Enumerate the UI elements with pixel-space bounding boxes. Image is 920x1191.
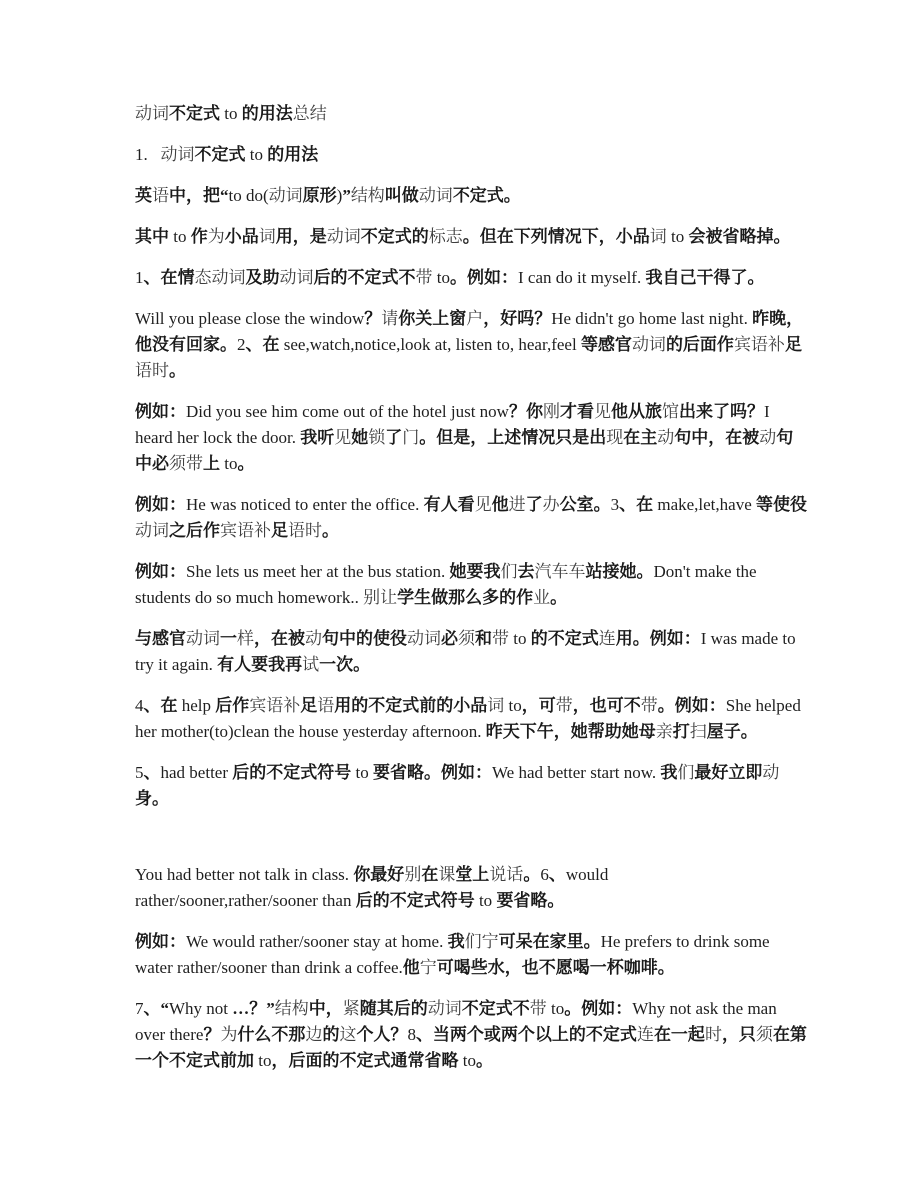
text-run: 例如：: [135, 562, 186, 581]
text-run: 3: [610, 495, 620, 514]
text-run: to: [432, 268, 450, 287]
text-run: 、在: [143, 696, 178, 715]
text-run: 态动词: [194, 268, 246, 287]
text-run: to: [666, 227, 689, 246]
text-run: 。: [475, 1051, 493, 1070]
text-run: 他: [491, 495, 509, 514]
text-run: 足: [784, 335, 802, 354]
text-run: to: [254, 1051, 272, 1070]
text-run: 办: [542, 495, 560, 514]
text-run: 等使役: [756, 495, 807, 514]
text-run: 什么不那: [237, 1025, 306, 1044]
text-run: 。例如：: [564, 999, 633, 1018]
text-run: 个人？: [356, 1025, 408, 1044]
text-run: 亲: [655, 722, 673, 741]
text-run: rather/sooner,rather/sooner than: [135, 891, 356, 910]
text-run: 宾语补: [733, 335, 785, 354]
text-run: 连: [598, 629, 616, 648]
text-run: 上: [203, 454, 220, 473]
text-run: You had better not talk in class.: [135, 865, 354, 884]
text-run: to: [504, 696, 522, 715]
text-run: 样: [237, 629, 254, 648]
text-run: 动词: [268, 186, 303, 205]
text-run: 动词: [418, 186, 453, 205]
text-run: 动词: [135, 104, 169, 123]
text-run: 作: [190, 227, 208, 246]
text-run: 和: [475, 629, 492, 648]
text-run: I heard her lock the door.: [135, 402, 774, 447]
text-run: He was noticed to enter the office.: [186, 495, 424, 514]
text-run: 进: [508, 495, 526, 514]
text-run: 我: [660, 763, 678, 782]
text-run: ，可: [521, 696, 556, 715]
text-run: 户: [466, 309, 484, 328]
text-run: 出来了吗？: [678, 402, 764, 421]
text-run: 在: [421, 865, 439, 884]
text-run: 总结: [292, 104, 327, 123]
paragraph: [135, 399, 808, 477]
text-run: 随其后的: [359, 999, 428, 1018]
text-run: make,let,have: [653, 495, 756, 514]
text-run: 、: [143, 763, 161, 782]
text-run: 学生做那么多的作: [397, 588, 534, 607]
text-run: 现: [606, 428, 624, 447]
text-run: We would rather/sooner stay at home.: [186, 932, 448, 951]
text-run: 。例如：: [449, 268, 518, 287]
text-run: 的: [322, 1025, 340, 1044]
text-run: 语时: [288, 521, 322, 540]
text-run: 动词: [279, 268, 314, 287]
text-run: 昨天下午，她帮助她母: [485, 722, 656, 741]
text-run: ？: [203, 1025, 221, 1044]
text-run: 可呆在家里。: [498, 932, 601, 951]
text-run: I was made to try it again.: [135, 629, 800, 674]
text-run: 、: [548, 865, 566, 884]
text-run: 昨晚，他没有回家。: [135, 309, 804, 354]
text-run: 见: [593, 402, 611, 421]
text-run: 请: [381, 309, 399, 328]
text-run: 与感官: [135, 629, 186, 648]
text-run: to: [546, 999, 565, 1018]
text-run: to: [474, 891, 497, 910]
paragraph: [135, 306, 808, 384]
text-run: 6: [540, 865, 549, 884]
paragraph: [135, 996, 808, 1074]
paragraph: [135, 862, 808, 914]
text-run: 见: [474, 495, 492, 514]
text-run: 刚: [542, 402, 560, 421]
text-run: 动词: [631, 335, 666, 354]
text-run: 带: [529, 999, 547, 1018]
text-run: 及助: [245, 268, 280, 287]
text-run: 最好立即: [694, 763, 763, 782]
text-run: 要省略。: [496, 891, 565, 910]
text-run: 句中的使役: [322, 629, 407, 648]
text-run: ”: [342, 186, 351, 205]
text-run: 不定式不: [461, 999, 530, 1018]
text-run: ？: [364, 309, 382, 328]
text-run: 不定式。: [452, 186, 521, 205]
paragraph: [135, 929, 808, 981]
text-run: 2: [237, 335, 246, 354]
text-run: 有人要我再: [217, 655, 303, 674]
text-run: 在一起: [653, 1025, 705, 1044]
text-run: 。: [523, 865, 541, 884]
text-run: 们: [677, 763, 695, 782]
text-run: 8: [407, 1025, 416, 1044]
text-run: 句中，在被: [674, 428, 760, 447]
text-run: 中，把“: [169, 186, 229, 205]
text-run: 锁: [368, 428, 386, 447]
text-run: 见: [334, 428, 352, 447]
text-run: had better: [160, 763, 233, 782]
text-run: 其中: [135, 227, 169, 246]
text-run: 动词: [160, 145, 195, 164]
text-run: 扫: [689, 722, 707, 741]
text-run: 动: [657, 428, 675, 447]
text-run: 动词: [427, 999, 462, 1018]
text-run: 之后作: [169, 521, 220, 540]
paragraph: [135, 693, 808, 745]
text-run: 宾语补: [220, 521, 271, 540]
text-run: 标志: [428, 227, 463, 246]
text-run: 词: [258, 227, 276, 246]
text-run: 。: [169, 361, 186, 380]
text-run: 须: [458, 629, 475, 648]
text-run: 1: [135, 268, 144, 287]
text-run: 、当两个或两个以上的不定式: [415, 1025, 637, 1044]
text-run: 词: [487, 696, 505, 715]
text-run: 不定式: [194, 145, 246, 164]
text-run: 说话: [489, 865, 524, 884]
text-run: ，好吗？: [483, 309, 552, 328]
text-run: 去: [517, 562, 535, 581]
text-run: 动词: [326, 227, 361, 246]
text-run: Don't make the students do so much homework..: [135, 562, 761, 607]
text-run: 。但在下列情况下，小品: [462, 227, 650, 246]
text-run: 带: [640, 696, 658, 715]
text-run: 边: [305, 1025, 323, 1044]
text-run: 站接她。: [585, 562, 654, 581]
text-run: 才看: [559, 402, 594, 421]
text-run: 我: [447, 932, 465, 951]
text-run: 、“: [143, 999, 169, 1018]
text-run: 用。例如：: [615, 629, 701, 648]
text-run: 他: [402, 958, 420, 977]
text-run: 他从旅: [610, 402, 662, 421]
text-run: 堂上: [455, 865, 490, 884]
text-run: 。: [550, 588, 568, 607]
text-run: 我自己干得了。: [645, 268, 765, 287]
text-run: 动词: [186, 629, 220, 648]
text-run: 身。: [135, 789, 169, 808]
text-run: 动词: [135, 521, 169, 540]
text-run: 汽车车: [534, 562, 586, 581]
paragraph: [135, 142, 808, 168]
text-run: He didn't go home last night.: [551, 309, 753, 328]
text-run: 连: [636, 1025, 654, 1044]
text-run: 的后面作: [665, 335, 734, 354]
text-run: 例如：: [135, 495, 186, 514]
text-run: 动: [759, 428, 777, 447]
text-run: 公室。: [559, 495, 611, 514]
text-run: 。: [237, 454, 255, 473]
text-run: 馆: [661, 402, 679, 421]
text-run: 足: [300, 696, 318, 715]
text-run: 时: [704, 1025, 722, 1044]
text-run: help: [177, 696, 216, 715]
text-run: 为: [207, 227, 225, 246]
paragraph: [135, 626, 808, 678]
text-run: Why not: [169, 999, 233, 1018]
text-run: 这: [339, 1025, 357, 1044]
text-run: ): [336, 186, 343, 205]
text-run: to: [245, 145, 268, 164]
text-run: 别让: [363, 588, 398, 607]
text-run: We had better start now.: [491, 763, 661, 782]
text-run: Did you see him come out of the hotel just now: [186, 402, 509, 421]
text-run: 的用法: [267, 145, 319, 164]
text-run: 别: [404, 865, 422, 884]
text-run: 结构: [274, 999, 309, 1018]
text-run: 后的不定式不: [313, 268, 416, 287]
paragraph: [135, 559, 808, 611]
text-run: 后的不定式符号: [232, 763, 352, 782]
text-run: 。但是，上述情况只是出: [419, 428, 607, 447]
text-run: 动: [762, 763, 780, 782]
text-run: 后的不定式符号: [355, 891, 475, 910]
text-run: 用的不定式前的小品: [334, 696, 488, 715]
paragraph: [135, 265, 808, 291]
text-run: ？你: [508, 402, 543, 421]
text-run: 我听: [300, 428, 335, 447]
text-run: 须带: [169, 454, 203, 473]
text-run: to: [351, 763, 373, 782]
text-run: 宁: [419, 958, 437, 977]
text-run: to: [220, 104, 242, 123]
text-run: 一次。: [319, 655, 371, 674]
text-run: 足: [271, 521, 288, 540]
text-run: 5: [135, 763, 144, 782]
document-title: [135, 101, 808, 127]
text-run: Why not ask the man over there: [135, 999, 781, 1044]
text-run: 们: [500, 562, 518, 581]
text-run: 你关上窗: [398, 309, 467, 328]
text-run: He prefers to drink some water rather/sooner than drink a coffee.: [135, 932, 774, 977]
text-run: 她要我: [449, 562, 501, 581]
text-run: 了: [525, 495, 543, 514]
text-run: 不定式的: [360, 227, 429, 246]
text-run: 句中必: [135, 428, 794, 473]
text-run: …？”: [232, 999, 275, 1018]
text-run: would: [565, 865, 609, 884]
text-run: 你最好: [353, 865, 405, 884]
text-run: 课: [438, 865, 456, 884]
text-run: 、在: [619, 495, 654, 514]
text-run: 词: [649, 227, 667, 246]
text-run: ，在被: [254, 629, 305, 648]
text-run: 须: [755, 1025, 773, 1044]
text-run: 小品: [224, 227, 259, 246]
text-run: 叫做: [384, 186, 419, 205]
text-run: 1.: [135, 145, 161, 164]
text-run: 宾语补: [249, 696, 301, 715]
text-run: 等感官: [580, 335, 632, 354]
text-run: 语: [152, 186, 169, 205]
text-run: 中，: [308, 999, 343, 1018]
text-run: 、在情: [143, 268, 195, 287]
text-run: 有人看: [423, 495, 475, 514]
text-run: 了: [385, 428, 403, 447]
text-run: to do(: [228, 186, 269, 205]
blank-line: [135, 827, 808, 847]
text-run: 用，是: [275, 227, 327, 246]
text-run: ，也可不: [572, 696, 641, 715]
text-run: 不定式: [169, 104, 220, 123]
text-run: 动词: [407, 629, 441, 648]
text-run: 试: [302, 655, 320, 674]
text-run: to: [458, 1051, 476, 1070]
text-run: 7: [135, 999, 144, 1018]
text-run: 带: [492, 629, 509, 648]
text-run: ，后面的不定式通常省略: [271, 1051, 459, 1070]
text-run: 例如：: [135, 932, 186, 951]
text-run: 、在: [245, 335, 280, 354]
text-run: 为: [220, 1025, 238, 1044]
text-run: 带: [555, 696, 573, 715]
text-run: 英: [135, 186, 152, 205]
text-run: I can do it myself.: [517, 268, 646, 287]
text-run: 的用法: [241, 104, 293, 123]
text-run: ，只: [721, 1025, 756, 1044]
text-run: 门: [402, 428, 420, 447]
text-run: 紧: [342, 999, 360, 1018]
text-run: 例如：: [135, 402, 186, 421]
text-run: to: [169, 227, 191, 246]
text-run: 一: [220, 629, 237, 648]
text-run: She helped her mother(to)clean the house yesterday afternoon.: [135, 696, 806, 741]
text-run: to: [220, 454, 238, 473]
text-run: 在主: [623, 428, 658, 447]
text-run: 她: [351, 428, 369, 447]
paragraph: [135, 760, 808, 812]
text-run: 要省略。例如：: [372, 763, 492, 782]
text-run: to: [509, 629, 531, 648]
text-run: 语: [317, 696, 335, 715]
text-run: 业: [533, 588, 551, 607]
text-run: 4: [135, 696, 144, 715]
text-run: see,watch,notice,look at, listen to, hear,feel: [279, 335, 581, 354]
text-run: 们宁: [464, 932, 499, 951]
text-run: Will you please close the window: [135, 309, 365, 328]
text-run: 带: [415, 268, 433, 287]
paragraph: [135, 183, 808, 209]
text-run: 。: [322, 521, 339, 540]
text-run: 的不定式: [530, 629, 599, 648]
text-run: 语时: [135, 361, 169, 380]
text-run: 打: [672, 722, 690, 741]
text-run: 会被省略掉。: [688, 227, 791, 246]
paragraph: [135, 224, 808, 250]
text-run: She lets us meet her at the bus station.: [186, 562, 450, 581]
text-run: 可喝些水，也不愿喝一杯咖啡。: [436, 958, 675, 977]
text-run: 后作: [215, 696, 250, 715]
text-run: 动: [305, 629, 322, 648]
text-run: 必: [441, 629, 458, 648]
paragraph: [135, 492, 808, 544]
text-run: 在第一个不定式前加: [135, 1025, 807, 1070]
text-run: 屋子。: [706, 722, 758, 741]
text-run: 。例如：: [657, 696, 726, 715]
text-run: 原形: [302, 186, 337, 205]
text-run: 结构: [350, 186, 385, 205]
